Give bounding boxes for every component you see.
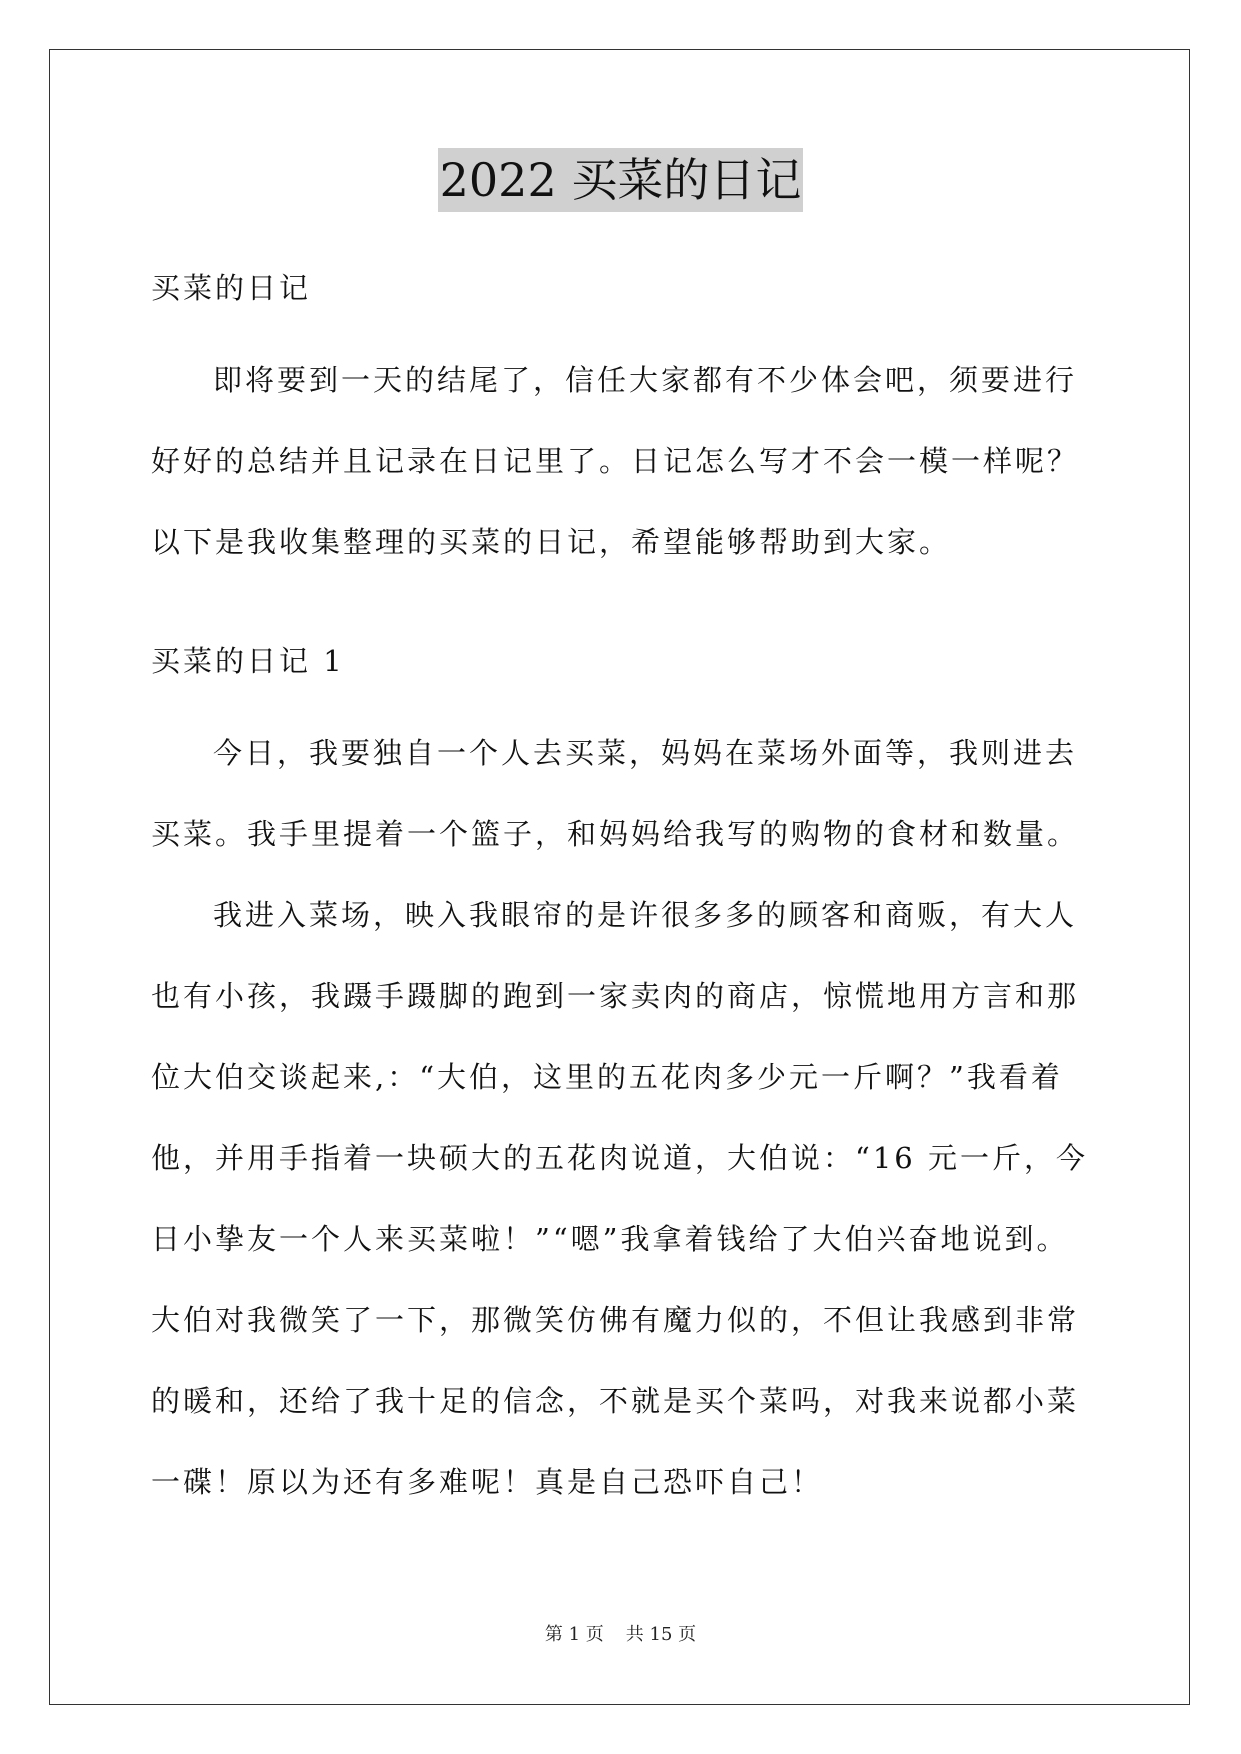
- title-container: [0, 148, 1241, 212]
- page-total: 共 15 页: [625, 1624, 697, 1645]
- paragraph: 即将要到一天的结尾了，信任大家都有不少体会吧，须要进行好好的总结并且记录在日记里了。日记怎么写才不会一模一样呢？以下是我收集整理的买菜的日记，希望能够帮助到大家。: [151, 363, 1080, 559]
- document-title: 2022 买菜的日记: [438, 148, 804, 212]
- section-heading: 买菜的日记 1: [151, 644, 345, 678]
- section-heading: 买菜的日记: [151, 271, 312, 305]
- document-body: [151, 258, 1091, 1523]
- paragraph: 今日，我要独自一个人去买菜，妈妈在菜场外面等，我则进去买菜。我手里提着一个篮子，和妈妈给我写的购物的食材和数量。: [151, 736, 1080, 851]
- page-footer: [0, 1620, 1241, 1646]
- page-number: 第 1 页: [544, 1624, 604, 1645]
- paragraph: 我进入菜场，映入我眼帘的是许很多多的顾客和商贩，有大人也有小孩，我蹑手蹑脚的跑到一家卖肉的商店，惊慌地用方言和那位大伯交谈起来,：“大伯，这里的五花肉多少元一斤啊？”我看着他，并用手指着一块硕大的五花肉说道，大伯说：“16 元一斤，今日小挚友一个人来买菜啦！”“嗯”我拿着钱给了大伯兴奋地说到。大伯对我微笑了一下，那微笑仿佛有魔力似的，不但让我感到非常的暖和，还给了我十足的信念，不就是买个菜吗，对我来说都小菜一碟！原以为还有多难呢！真是自己恐吓自己！: [151, 898, 1088, 1499]
